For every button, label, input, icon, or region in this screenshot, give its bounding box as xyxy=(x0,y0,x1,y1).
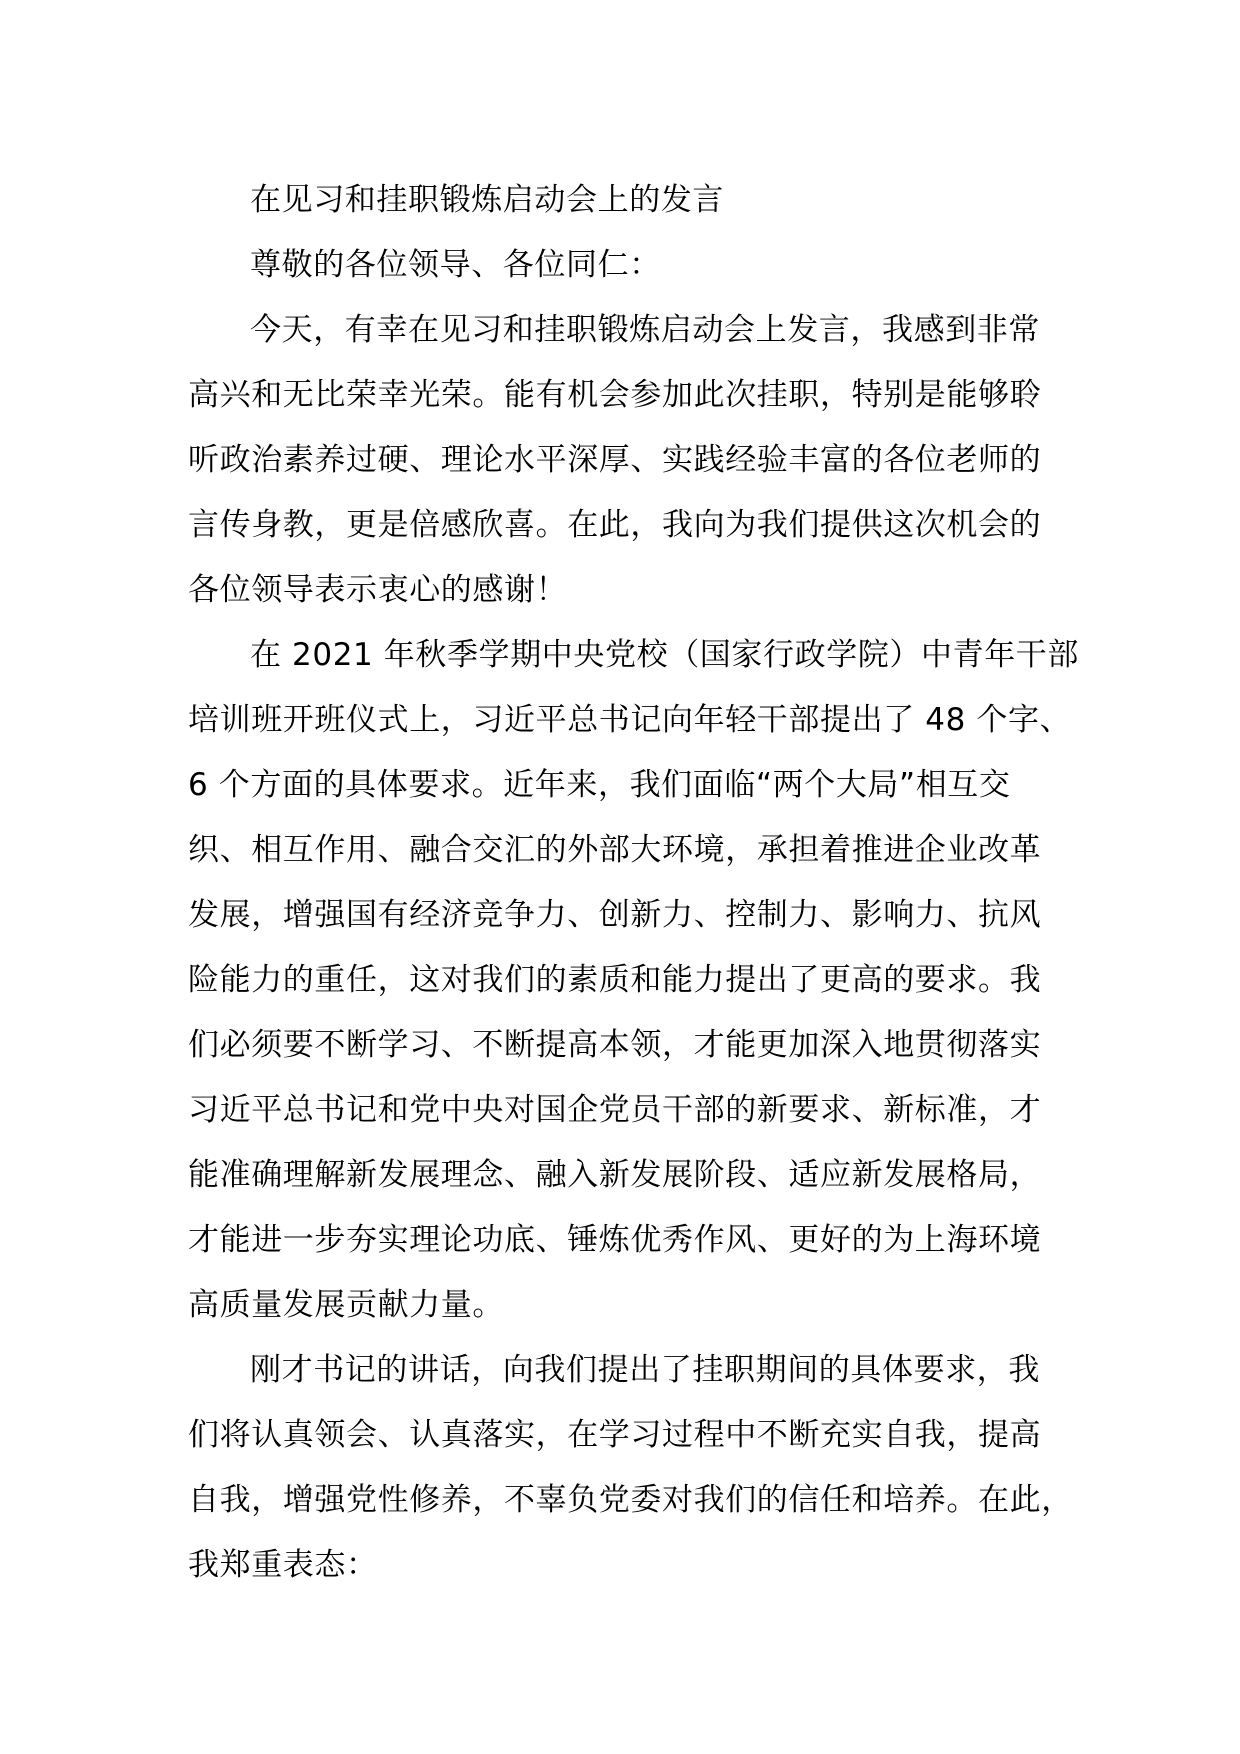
paragraph-line: 们必须要不断学习、不断提高本领，才能更加深入地贯彻落实 xyxy=(188,1027,1042,1063)
paragraph-line: 织、相互作用、融合交汇的外部大环境，承担着推进企业改革 xyxy=(188,832,1042,868)
paragraph-line: 才能进一步夯实理论功底、锤炼优秀作风、更好的为上海环境 xyxy=(188,1222,1042,1258)
paragraph-line: 刚才书记的讲话，向我们提出了挂职期间的具体要求，我 xyxy=(250,1352,1040,1388)
paragraph-line: 培训班开班仪式上，习近平总书记向年轻干部提出了 48 个字、 xyxy=(188,702,1072,738)
salutation: 尊敬的各位领导、各位同仁： xyxy=(250,247,661,283)
paragraph-line: 高兴和无比荣幸光荣。能有机会参加此次挂职，特别是能够聆 xyxy=(188,377,1042,413)
paragraph-line: 发展，增强国有经济竞争力、创新力、控制力、影响力、抗风 xyxy=(188,897,1042,933)
paragraph-line: 们将认真领会、认真落实，在学习过程中不断充实自我，提高 xyxy=(188,1417,1042,1453)
paragraph-line: 听政治素养过硬、理论水平深厚、实践经验丰富的各位老师的 xyxy=(188,442,1042,478)
paragraph-line: 6 个方面的具体要求。近年来，我们面临“两个大局”相互交 xyxy=(188,767,1011,803)
document-page xyxy=(188,168,1079,1598)
paragraph-line: 习近平总书记和党中央对国企党员干部的新要求、新标准，才 xyxy=(188,1092,1042,1128)
paragraph-line: 能准确理解新发展理念、融入新发展阶段、适应新发展格局， xyxy=(188,1157,1042,1193)
paragraph-line: 险能力的重任，这对我们的素质和能力提出了更高的要求。我 xyxy=(188,962,1042,998)
paragraph-line: 自我，增强党性修养，不辜负党委对我们的信任和培养。在此， xyxy=(188,1482,1073,1518)
paragraph-line: 在 2021 年秋季学期中央党校（国家行政学院）中青年干部 xyxy=(250,637,1079,673)
paragraph-2 xyxy=(188,623,1079,1338)
paragraph-1 xyxy=(188,298,1052,623)
paragraph-line: 言传身教，更是倍感欣喜。在此，我向为我们提供这次机会的 xyxy=(188,507,1042,543)
paragraph-line: 高质量发展贡献力量。 xyxy=(188,1287,504,1323)
paragraph-3 xyxy=(188,1338,1073,1598)
paragraph-line: 今天，有幸在见习和挂职锻炼启动会上发言，我感到非常 xyxy=(250,312,1040,348)
document-title: 在见习和挂职锻炼启动会上的发言 xyxy=(250,182,724,218)
paragraph-line: 各位领导表示衷心的感谢！ xyxy=(188,572,568,608)
paragraph-line: 我郑重表态： xyxy=(188,1547,378,1583)
